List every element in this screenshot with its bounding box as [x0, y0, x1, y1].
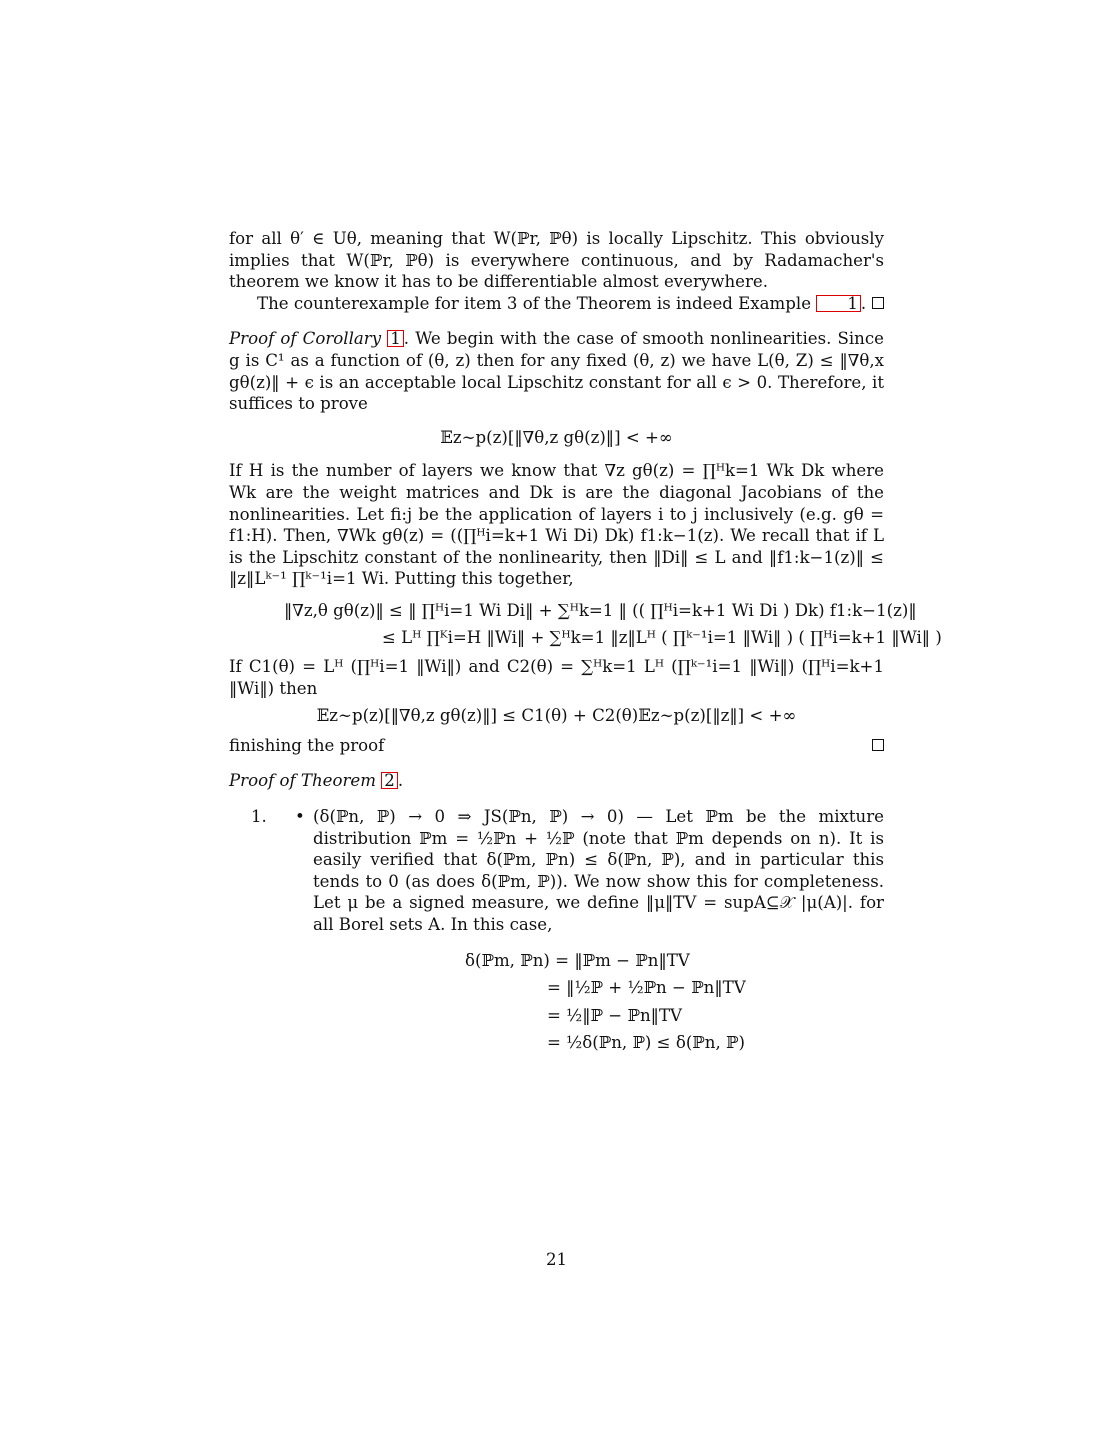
- finishing-text: finishing the proof: [229, 735, 385, 755]
- paragraph-layers: If H is the number of layers we know that ∇z gθ(z) = ∏ᴴk=1 Wk Dk where Wk are the weight matrices and Dk is are the diagonal Jacobians of the nonlinearities. Let fi:j be the application of layers i to j inclusively (e.g. gθ = f1:H). Then, ∇Wk gθ(z) = ((∏ᴴi=k+1 Wi Di) Dk) f1:k−1(z). We recall that if L is the Lipschitz constant of the nonlinearity, then ‖Di‖ ≤ L and ‖f1:k−1(z)‖ ≤ ‖z‖Lᵏ⁻¹ ∏ᵏ⁻¹i=1 Wi. Putting this together,: [229, 461, 884, 589]
- qed-box-icon-2: [872, 739, 884, 751]
- proof-list: [229, 806, 884, 1054]
- item-text: (δ(ℙn, ℙ) → 0 ⇒ JS(ℙn, ℙ) → 0) — Let ℙm be the mixture distribution ℙm = ½ℙn + ½ℙ (note that ℙm depends on n). It is easily verified that δ(ℙm, ℙn) ≤ δ(ℙn, ℙ), and in particular this tends to 0 (as does δ(ℙm, ℙ)). We now show this for completeness. Let μ be a signed measure, we define ‖μ‖TV = supA⊆𝒳 |μ(A)|. for all Borel sets A. In this case,: [313, 807, 884, 935]
- page-number: 21: [545, 1250, 568, 1269]
- paragraph-lipschitz: for all θ′ ∈ Uθ, meaning that W(ℙr, ℙθ) is locally Lipschitz. This obviously implies that W(ℙr, ℙθ) is everywhere continuous, and by Radamacher's theorem we know it has to be differentiable almost everywhere.: [229, 229, 884, 292]
- paragraph-proof-theorem: Proof of Theorem 2 .: [229, 771, 404, 791]
- list-item: [313, 806, 884, 1054]
- page-content: [229, 228, 942, 1060]
- corollary-ref-link[interactable]: 1: [387, 330, 404, 347]
- proof-theorem-title: Proof of Theorem: [229, 771, 376, 791]
- equation-gradient-bound: [229, 600, 942, 648]
- equation-final-bound: 𝔼z∼p(z)[‖∇θ,z gθ(z)‖] ≤ C1(θ) + C2(θ)𝔼z∼p(z)[‖z‖] < +∞: [316, 706, 797, 726]
- list-number: 1.: [251, 807, 267, 827]
- paragraph-counterexample: The counterexample for item 3 of the Theorem is indeed Example 1 .: [229, 293, 884, 315]
- bullet-icon: •: [295, 807, 305, 827]
- tv-row-4: = ½δ(ℙn, ℙ) ≤ δ(ℙn, ℙ): [547, 1033, 745, 1053]
- equation-expectation: 𝔼z∼p(z)[‖∇θ,z gθ(z)‖] < +∞: [440, 427, 673, 447]
- equation-total-variation: [313, 950, 884, 1054]
- tv-row-1: δ(ℙm, ℙn) = ‖ℙm − ℙn‖TV: [465, 950, 690, 970]
- tv-row-2: = ‖½ℙ + ½ℙn − ℙn‖TV: [547, 978, 746, 998]
- equation-row-1: ‖∇z,θ gθ(z)‖ ≤ ‖ ∏ᴴi=1 Wi Di‖ + ∑ᴴk=1 ‖ (( ∏ᴴi=k+1 Wi Di ) Dk) f1:k−1(z)‖: [284, 600, 917, 620]
- example-ref-link[interactable]: 1: [816, 295, 861, 312]
- paragraph-finishing: [229, 735, 884, 757]
- equation-row-2: ≤ Lᴴ ∏ᴷi=H ‖Wi‖ + ∑ᴴk=1 ‖z‖Lᴴ ( ∏ᵏ⁻¹i=1 ‖Wi‖ ) ( ∏ᴴi=k+1 ‖Wi‖ ): [382, 627, 942, 647]
- paragraph-constants: If C1(θ) = Lᴴ (∏ᴴi=1 ‖Wi‖) and C2(θ) = ∑ᴴk=1 Lᴴ (∏ᵏ⁻¹i=1 ‖Wi‖) (∏ᴴi=k+1 ‖Wi‖) then: [229, 657, 884, 698]
- proof-corollary-title: Proof of Corollary: [229, 329, 382, 349]
- proof-corollary-text: We begin with the case of smooth nonlinearities. Since g is C¹ as a function of (θ, z) then for any fixed (θ, z) we have L(θ, Z) ≤ ‖∇θ,x gθ(z)‖ + ϵ is an acceptable local Lipschitz constant for all ϵ > 0. Therefore, it suffices to prove: [229, 329, 884, 414]
- counterexample-text: The counterexample for item 3 of the Theorem is indeed Example: [257, 293, 812, 313]
- theorem-ref-link[interactable]: 2: [381, 772, 398, 789]
- tv-row-3: = ½‖ℙ − ℙn‖TV: [547, 1005, 683, 1025]
- paragraph-proof-corollary: Proof of Corollary 1 . We begin with the case of smooth nonlinearities. Since g is C¹ as a function of (θ, z) then for any fixed (θ, z) we have L(θ, Z) ≤ ‖∇θ,x gθ(z)‖ + ϵ is an acceptable local Lipschitz constant for all ϵ > 0. Therefore, it suffices to prove: [229, 329, 884, 414]
- qed-box-icon: [872, 297, 884, 309]
